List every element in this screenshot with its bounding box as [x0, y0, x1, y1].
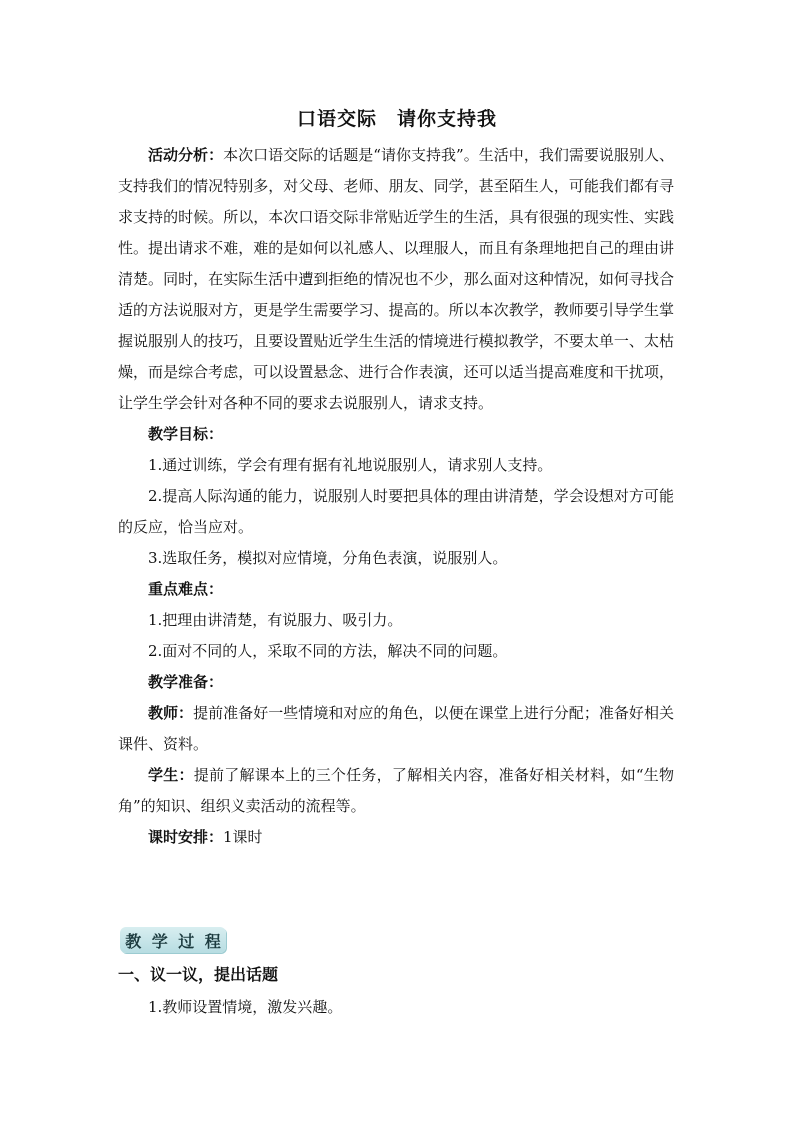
student-preparation-text: 提前了解课本上的三个任务，了解相关内容，准备好相关材料，如“生物角”的知识、组织义卖活动的流程等。 — [118, 766, 674, 815]
goal-item: 1.通过训练，学会有理有据有礼地说服别人，请求别人支持。 — [148, 456, 553, 474]
teaching-process-badge — [120, 927, 226, 953]
badge-char: 过 — [178, 931, 195, 951]
key-point-item: 1.把理由讲清楚，有说服力、吸引力。 — [148, 611, 403, 629]
student-label: 学生： — [148, 766, 194, 784]
schedule-label: 课时安排： — [148, 828, 224, 846]
teacher-preparation-paragraph — [118, 698, 674, 760]
badge-char: 程 — [204, 931, 221, 951]
activity-analysis-label: 活动分析： — [148, 146, 224, 164]
section-heading: 一、议一议，提出话题 — [118, 965, 279, 984]
schedule-paragraph — [118, 822, 674, 853]
teacher-label: 教师： — [148, 704, 194, 722]
key-points-heading: 重点难点： — [148, 580, 224, 598]
teaching-goals-heading: 教学目标： — [148, 425, 224, 443]
key-point-item: 2.面对不同的人，采取不同的方法，解决不同的问题。 — [148, 642, 508, 660]
student-preparation-paragraph — [118, 760, 674, 822]
document-body — [118, 140, 674, 853]
section-item: 1.教师设置情境，激发兴趣。 — [148, 998, 343, 1016]
goal-item: 3.选取任务，模拟对应情境，分角色表演，说服别人。 — [148, 549, 508, 567]
schedule-value: 1课时 — [223, 828, 263, 846]
teacher-preparation-text: 提前准备好一些情境和对应的角色，以便在课堂上进行分配；准备好相关课件、资料。 — [118, 704, 674, 753]
badge-char: 学 — [151, 931, 168, 951]
badge-char: 教 — [125, 931, 142, 951]
page-title: 口语交际 请你支持我 — [296, 108, 497, 130]
activity-analysis-text: 本次口语交际的话题是“请你支持我”。生活中，我们需要说服别人、支持我们的情况特别多，对父母、老师、朋友、同学，甚至陌生人，可能我们都有寻求支持的时候。所以，本次口语交际非常贴近学生的生活，具有很强的现实性、实践性。提出请求不难，难的是如何以礼感人、以理服人，而且有条理地把自己的理由讲清楚。同时，在实际生活中遭到拒绝的情况也不少，那么面对这种情况，如何寻找合适的方法说服对方，更是学生需要学习、提高的。所以本次教学，教师要引导学生掌握说服别人的技巧，且要设置贴近学生生活的情境进行模拟教学，不要太单一、太枯燥，而是综合考虑，可以设置悬念、进行合作表演，还可以适当提高难度和干扰项，让学生学会针对各种不同的要求去说服别人，请求支持。 — [118, 146, 674, 412]
goal-item: 2.提高人际沟通的能力，说服别人时要把具体的理由讲清楚，学会设想对方可能的反应，恰当应对。 — [118, 487, 674, 536]
activity-analysis-paragraph — [118, 140, 674, 419]
preparation-heading: 教学准备： — [148, 673, 224, 691]
